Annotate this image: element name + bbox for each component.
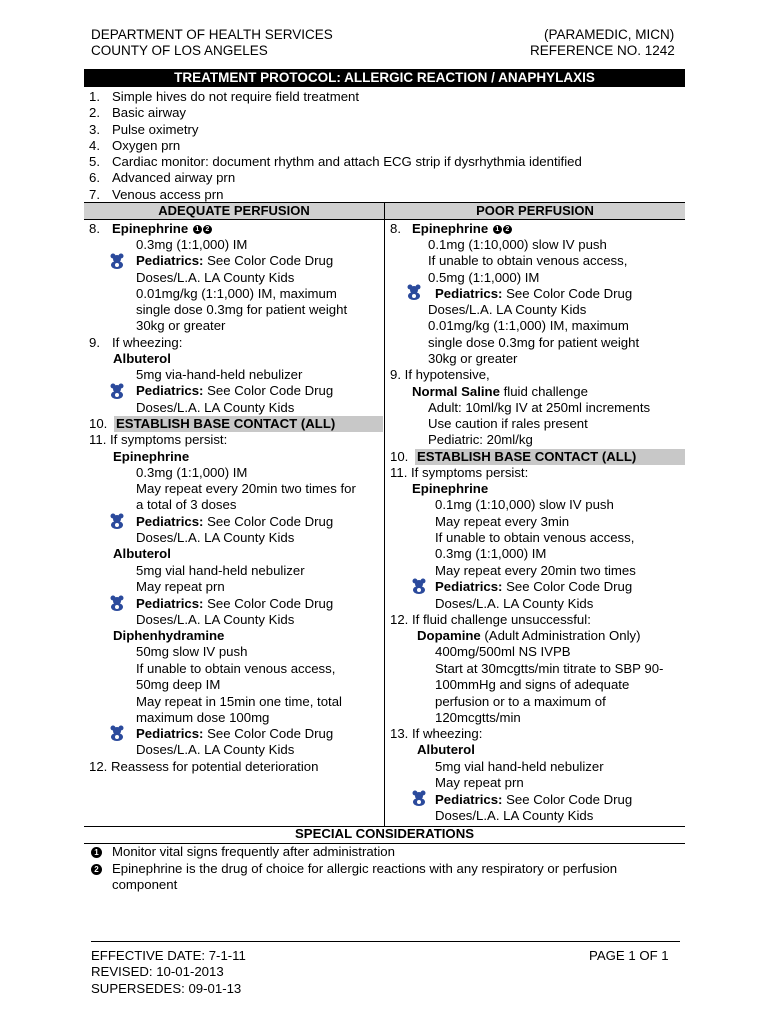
step-2: 2. Basic airway bbox=[89, 105, 187, 121]
footer-rule bbox=[91, 941, 680, 942]
right-s12-5: 120mcgtts/min bbox=[435, 710, 521, 725]
left-s8-ped-4: single dose 0.3mg for patient weight bbox=[136, 302, 348, 317]
left-s8-ped-3: 0.01mg/kg (1:1,000) IM, maximum bbox=[136, 286, 337, 301]
right-s13-ped: Pediatrics: See Color Code Drug bbox=[435, 792, 633, 807]
right-s11-3: If unable to obtain venous access, bbox=[435, 530, 635, 545]
right-step-9: 9. If hypotensive, bbox=[390, 367, 490, 382]
right-s11-ped: Pediatrics: See Color Code Drug bbox=[435, 579, 633, 594]
note-1-marker: 1 bbox=[493, 225, 502, 234]
left-s11-alb-2: May repeat prn bbox=[136, 579, 225, 594]
pediatric-bear-icon bbox=[108, 725, 126, 741]
right-s12-4: perfusion or to a maximum of bbox=[435, 694, 606, 709]
left-s8-ped: Pediatrics: See Color Code Drug bbox=[136, 253, 334, 268]
right-s9-1: Adult: 10ml/kg IV at 250ml increments bbox=[428, 400, 651, 415]
step-7: 7. Venous access prn bbox=[89, 186, 224, 202]
right-s8-ped-5: 30kg or greater bbox=[428, 351, 518, 366]
left-s8-ped-2: Doses/L.A. LA County Kids bbox=[136, 270, 295, 285]
left-s11-alb-ped-2: Doses/L.A. LA County Kids bbox=[136, 612, 295, 627]
right-s13-drug: Albuterol bbox=[417, 742, 475, 757]
revised-date: REVISED: 10-01-2013 bbox=[91, 964, 224, 979]
left-s8-dose: 0.3mg (1:1,000) IM bbox=[136, 237, 248, 252]
left-s11-alb-ped: Pediatrics: See Color Code Drug bbox=[136, 596, 334, 611]
note-1-marker: 1 bbox=[193, 225, 202, 234]
pediatric-bear-icon bbox=[108, 253, 126, 269]
step-3: 3. Pulse oximetry bbox=[89, 121, 199, 137]
left-s11-diph: Diphenhydramine bbox=[113, 628, 225, 643]
column-header-poor: POOR PERFUSION bbox=[385, 203, 685, 219]
left-s11-alb: Albuterol bbox=[113, 546, 171, 561]
note-2-marker: 2 bbox=[203, 225, 212, 234]
right-s13-1: 5mg vial hand-held nebulizer bbox=[435, 759, 604, 774]
left-s11-epi: Epinephrine bbox=[113, 449, 190, 464]
right-s13-ped-2: Doses/L.A. LA County Kids bbox=[435, 808, 594, 823]
pediatric-bear-icon bbox=[108, 595, 126, 611]
right-step-8: 8. Epinephrine 1 2 bbox=[390, 221, 512, 237]
right-s9-drug: Normal Saline fluid challenge bbox=[412, 384, 588, 399]
pediatric-bear-icon bbox=[410, 790, 428, 806]
left-s11-diph-5: maximum dose 100mg bbox=[136, 710, 270, 725]
column-divider bbox=[384, 202, 385, 826]
right-s9-3: Pediatric: 20ml/kg bbox=[428, 432, 533, 447]
county-name: COUNTY OF LOS ANGELES bbox=[91, 43, 268, 58]
right-s11-1: 0.1mg (1:10,000) slow IV push bbox=[435, 497, 614, 512]
right-s11-epi: Epinephrine bbox=[412, 481, 489, 496]
right-s8-ped: Pediatrics: See Color Code Drug bbox=[435, 286, 633, 301]
left-s11-diph-3: 50mg deep IM bbox=[136, 677, 221, 692]
step-1: 1. Simple hives do not require field treatment bbox=[89, 89, 360, 104]
left-s9-ped-2: Doses/L.A. LA County Kids bbox=[136, 400, 295, 415]
right-s9-2: Use caution if rales present bbox=[428, 416, 588, 431]
right-s8-2: If unable to obtain venous access, bbox=[428, 253, 628, 268]
left-s11-epi-3: a total of 3 doses bbox=[136, 497, 237, 512]
right-s11-2: May repeat every 3min bbox=[435, 514, 570, 529]
supersedes-date: SUPERSEDES: 09-01-13 bbox=[91, 981, 242, 996]
right-s8-ped-4: single dose 0.3mg for patient weight bbox=[428, 335, 640, 350]
protocol-title: TREATMENT PROTOCOL: ALLERGIC REACTION / ANAPHYLAXIS bbox=[84, 69, 685, 87]
left-step-9: 9. If wheezing: bbox=[89, 335, 183, 350]
right-step-11: 11. If symptoms persist: bbox=[390, 465, 529, 480]
general-steps-list bbox=[89, 89, 582, 203]
right-s8-1: 0.1mg (1:10,000) slow IV push bbox=[428, 237, 607, 252]
right-step-13: 13. If wheezing: bbox=[390, 726, 483, 741]
step-5: 5. Cardiac monitor: document rhythm and attach ECG strip if dysrhythmia identified bbox=[89, 154, 582, 170]
left-step-12: 12. Reassess for potential deterioration bbox=[89, 759, 319, 774]
pediatric-bear-icon bbox=[410, 578, 428, 594]
left-s9-ped: Pediatrics: See Color Code Drug bbox=[136, 383, 334, 398]
note-2-marker: 2 bbox=[503, 225, 512, 234]
right-s11-4: 0.3mg (1:1,000) IM bbox=[435, 546, 547, 561]
department-name: DEPARTMENT OF HEALTH SERVICES bbox=[91, 27, 333, 42]
left-step-11: 11. If symptoms persist: bbox=[89, 432, 228, 447]
left-s11-diph-2: If unable to obtain venous access, bbox=[136, 661, 336, 676]
left-s11-epi-2: May repeat every 20min two times for bbox=[136, 481, 356, 496]
left-s9-dose: 5mg via-hand-held nebulizer bbox=[136, 367, 303, 382]
special-considerations-heading: SPECIAL CONSIDERATIONS bbox=[294, 826, 475, 841]
left-s11-epi-ped-2: Doses/L.A. LA County Kids bbox=[136, 530, 295, 545]
special-bullet-2-cont: component bbox=[112, 877, 178, 892]
left-s11-alb-1: 5mg vial hand-held nebulizer bbox=[136, 563, 305, 578]
right-s11-5: May repeat every 20min two times bbox=[435, 563, 636, 578]
left-s11-diph-ped: Pediatrics: See Color Code Drug bbox=[136, 726, 334, 741]
right-s13-2: May repeat prn bbox=[435, 775, 524, 790]
left-step-8: 8. Epinephrine 1 2 bbox=[89, 221, 212, 237]
right-s8-ped-2: Doses/L.A. LA County Kids bbox=[428, 302, 587, 317]
left-s11-epi-1: 0.3mg (1:1,000) IM bbox=[136, 465, 248, 480]
right-step-12: 12. If fluid challenge unsuccessful: bbox=[390, 612, 591, 627]
left-s8-ped-5: 30kg or greater bbox=[136, 318, 226, 333]
pediatric-bear-icon bbox=[108, 513, 126, 529]
reference-number: REFERENCE NO. 1242 bbox=[530, 43, 675, 58]
left-s11-diph-1: 50mg slow IV push bbox=[136, 644, 248, 659]
pediatric-bear-icon bbox=[108, 383, 126, 399]
right-s8-3: 0.5mg (1:1,000) IM bbox=[428, 270, 540, 285]
right-s12-drug: Dopamine (Adult Administration Only) bbox=[417, 628, 641, 643]
right-s12-1: 400mg/500ml NS IVPB bbox=[435, 644, 571, 659]
left-s11-diph-4: May repeat in 15min one time, total bbox=[136, 694, 342, 709]
special-bullet-2: 2 Epinephrine is the drug of choice for allergic reactions with any respiratory or perfusion bbox=[91, 861, 617, 877]
right-s11-ped-2: Doses/L.A. LA County Kids bbox=[435, 596, 594, 611]
effective-date: EFFECTIVE DATE: 7-1-11 bbox=[91, 948, 246, 963]
page-number: PAGE 1 OF 1 bbox=[589, 948, 669, 963]
pediatric-bear-icon bbox=[405, 284, 423, 300]
left-s11-epi-ped: Pediatrics: See Color Code Drug bbox=[136, 514, 334, 529]
right-s12-2: Start at 30mcgtts/min titrate to SBP 90- bbox=[435, 661, 664, 676]
step-6: 6. Advanced airway prn bbox=[89, 170, 236, 186]
left-s11-diph-ped-2: Doses/L.A. LA County Kids bbox=[136, 742, 295, 757]
special-bullet-1: 1 Monitor vital signs frequently after administration bbox=[91, 844, 395, 860]
left-step-10: 10. ESTABLISH BASE CONTACT (ALL) bbox=[89, 416, 383, 432]
column-header-adequate: ADEQUATE PERFUSION bbox=[84, 203, 384, 219]
role-label: (PARAMEDIC, MICN) bbox=[544, 27, 675, 42]
right-s12-3: 100mmHg and signs of adequate bbox=[435, 677, 630, 692]
right-s8-ped-3: 0.01mg/kg (1:1,000) IM, maximum bbox=[428, 318, 629, 333]
left-s9-drug: Albuterol bbox=[113, 351, 171, 366]
step-4: 4. Oxygen prn bbox=[89, 137, 181, 153]
right-step-10: 10. ESTABLISH BASE CONTACT (ALL) bbox=[390, 449, 685, 465]
